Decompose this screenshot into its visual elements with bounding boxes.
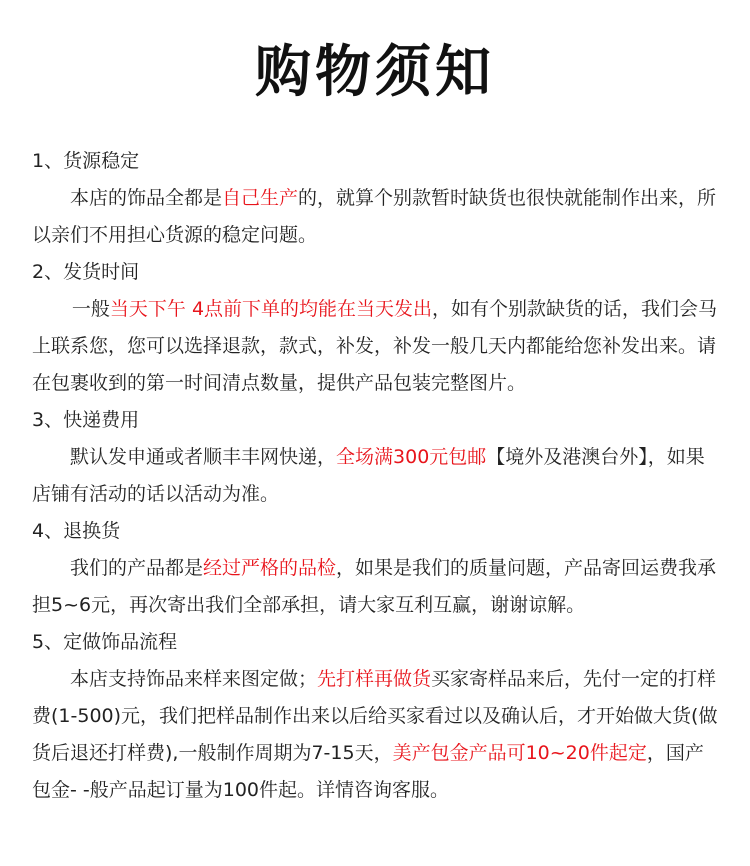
section-text-supply bbox=[32, 180, 720, 254]
text-segment: 默认发申通或者顺丰丰网快递， bbox=[70, 446, 337, 468]
text-segment: 我们的产品都是 bbox=[70, 557, 204, 579]
section-text-custom-order bbox=[32, 661, 720, 809]
notice-content bbox=[32, 143, 720, 809]
section-text-returns bbox=[32, 550, 720, 624]
section-heading-supply: 1、货源稳定 bbox=[32, 150, 140, 172]
section-text-shipping-fee bbox=[32, 439, 720, 513]
text-segment: ，如果是我们的质量问题，产品寄回运费我承担5~6元，再次寄出我们全部承担，请大家互利互赢，谢谢谅解。 bbox=[32, 557, 717, 616]
highlight-text: 当天下午 4点前下单的均能在当天发出 bbox=[109, 298, 433, 320]
text-segment: ，国产包金- -般产品起订量为100件起。详情咨询客服。 bbox=[32, 742, 704, 801]
text-segment: 本店支持饰品来样来图定做； bbox=[70, 668, 318, 690]
highlight-text: 自己生产 bbox=[222, 187, 299, 209]
page-title: 购物须知 bbox=[255, 40, 495, 105]
text-segment: 【境外及港澳台外】，如果店铺有活动的话以活动为准。 bbox=[32, 446, 705, 505]
section-heading-shipping-fee: 3、快递费用 bbox=[32, 409, 140, 431]
highlight-text: 美产包金产品可10~20件起定 bbox=[392, 742, 647, 764]
highlight-text: 先打样再做货 bbox=[317, 668, 432, 690]
text-segment: 的，就算个别款暂时缺货也很快就能制作出来，所以亲们不用担心货源的稳定问题。 bbox=[32, 187, 717, 246]
section-heading-returns: 4、退换货 bbox=[32, 520, 121, 542]
section-heading-custom-order: 5、定做饰品流程 bbox=[32, 631, 178, 653]
text-segment: ，如有个别款缺货的话，我们会马上联系您，您可以选择退款，款式，补发，补发一般几天内都能给您补发出来。请在包裹收到的第一时间清点数量，提供产品包装完整图片。 bbox=[32, 298, 718, 394]
text-segment: 本店的饰品全都是 bbox=[70, 187, 223, 209]
section-heading-shipping-time: 2、发货时间 bbox=[32, 261, 140, 283]
section-text-shipping-time bbox=[32, 291, 720, 402]
text-segment: 买家寄样品来后，先付一定的打样费(1-500)元，我们把样品制作出来以后给买家看过以及确认后，才开始做大货(做货后退还打样费),一般制作周期为7-15天， bbox=[32, 668, 718, 764]
text-segment: 一般 bbox=[71, 298, 110, 320]
highlight-text: 全场满300元包邮 bbox=[336, 446, 487, 468]
highlight-text: 经过严格的品检 bbox=[203, 557, 337, 579]
